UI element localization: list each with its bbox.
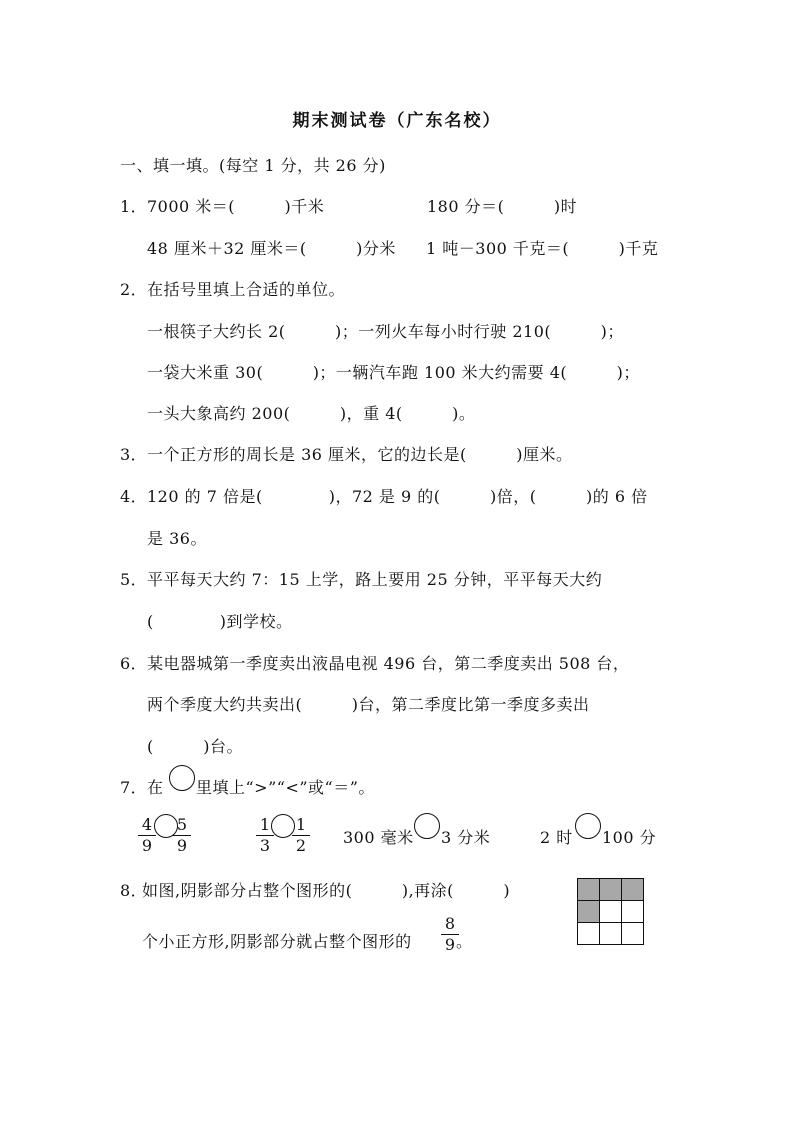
compare-right-100min: 100 分 [602,828,657,847]
answer-circle[interactable] [414,813,440,839]
q8-line-2: 个小正方形,阴影部分就占整个图形的 [142,932,412,951]
q2-line-1: 一根筷子大约长 2( )；一列火车每小时行驶 210( )； [147,322,624,341]
q8-end: 。 [456,932,473,951]
q5-line-2: ( )到学校。 [147,612,293,631]
compare-left-2h: 2 时 [540,828,573,847]
fraction-1-2 [291,816,311,855]
compare-right-3dm: 3 分米 [441,828,491,847]
shaded-grid-figure [577,878,644,945]
grid-cell [578,923,600,945]
q2-stem: 在括号里填上合适的单位。 [147,280,346,299]
q7-number: 7． [120,778,148,797]
q3-text: 一个正方形的周长是 36 厘米，它的边长是( )厘米。 [147,445,573,464]
grid-cell-shaded [600,879,622,901]
q2-line-3: 一头大象高约 200( )，重 4( )。 [147,404,476,423]
page-title: 期末测试卷（广东名校） [292,111,502,131]
section-heading: 一、填一填。(每空 1 分，共 26 分) [120,156,386,175]
q2-line-2: 一袋大米重 30( )；一辆汽车跑 100 米大约需要 4( )； [147,363,640,382]
q1-item-a: 7000 米＝( )千米 [147,197,325,216]
numerator: 5 [176,815,188,834]
grid-cell [622,901,644,923]
q2-number: 2． [120,280,148,299]
numerator: 4 [141,815,153,834]
q4-number: 4． [120,487,148,506]
compare-circle-icon [169,765,195,791]
grid-cell-shaded [578,879,600,901]
q1-item-b: 180 分＝( )时 [427,197,578,216]
numerator: 1 [259,815,271,834]
q6-line-1: 某电器城第一季度卖出液晶电视 496 台，第二季度卖出 508 台， [147,654,630,673]
grid-cell [600,901,622,923]
q4-line-2: 是 36。 [147,529,207,548]
q7-instruction: 里填上“>”“<”或“＝”。 [196,778,375,797]
q7-pre: 在 [147,778,164,797]
answer-circle[interactable] [575,813,601,839]
q8-number: 8． [120,881,148,900]
fraction-5-9 [172,816,192,855]
denominator: 9 [444,935,456,954]
q5-line-1: 平平每天大约 7：15 上学，路上要用 25 分钟，平平每天大约 [147,570,603,589]
numerator: 1 [295,815,307,834]
q6-line-2: 两个季度大约共卖出( )台，第二季度比第一季度多卖出 [147,695,590,714]
grid-cell [600,923,622,945]
q1-number: 1． [120,197,148,216]
q5-number: 5． [120,570,148,589]
compare-left-300mm: 300 毫米 [343,828,414,847]
denominator: 2 [295,836,307,855]
grid-cell-shaded [578,901,600,923]
q8-line-1: 如图,阴影部分占整个图形的( ),再涂( ) [142,881,511,900]
denominator: 9 [176,836,188,855]
denominator: 9 [141,836,153,855]
grid-cell [622,923,644,945]
grid-cell-shaded [622,879,644,901]
q6-line-3: ( )台。 [147,737,243,756]
numerator: 8 [444,914,456,933]
q4-line-1: 120 的 7 倍是( )，72 是 9 的( )倍，( )的 6 倍 [147,487,648,506]
q1-item-c: 48 厘米＋32 厘米＝( )分米 [147,239,396,258]
q3-number: 3． [120,445,148,464]
denominator: 3 [259,836,271,855]
q1-item-d: 1 吨－300 千克＝( )千克 [426,239,659,258]
q6-number: 6． [120,654,148,673]
